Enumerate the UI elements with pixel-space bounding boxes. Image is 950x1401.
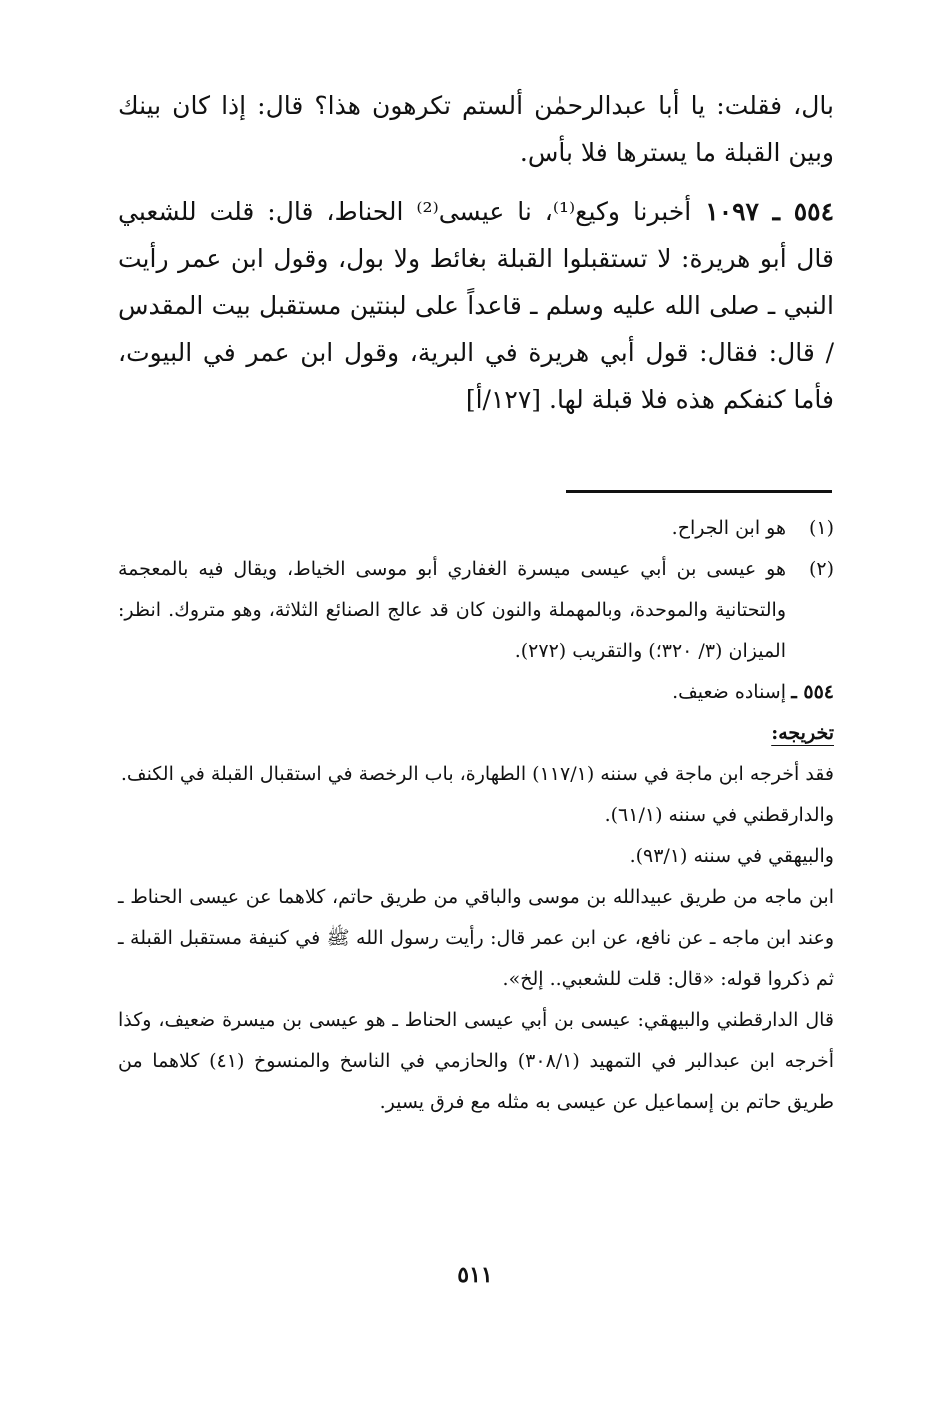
- footnote-text: هو عيسى بن أبي عيسى ميسرة الغفاري أبو موسى الخياط، ويقال فيه بالمعجمة والتحتانية والموحدة، وبالمهملة والنون كان قد عالج الصنائع الثلاثة، وهو متروك. انظر: الميزان (٣/ ٣٢٠؛) والتقريب (٢٧٢).: [118, 558, 786, 662]
- paragraph-continuation: بال، فقلت: يا أبا عبدالرحمٰن ألستم تكرهون هذا؟ قال: إذا كان بينك وبين القبلة ما يسترها فلا بأس.: [118, 91, 834, 167]
- takhrij-paragraph: قال الدارقطني والبيهقي: عيسى بن أبي عيسى الحناط ـ هو عيسى بن ميسرة ضعيف، وكذا أخرجه ابن عبدالبر في التمهيد (٣٠٨/١) والحازمي في الناسخ والمنسوخ (٤١) كلاهما من طريق حاتم بن إسماعيل عن عيسى به مثله مع فرق يسير.: [118, 1009, 835, 1113]
- hadith-text: أخبرنا وكيع⁽¹⁾، نا عيسى⁽²⁾ الحناط، قال: قلت للشعبي قال أبو هريرة: لا تستقبلوا القبلة بغائط ولا بول، وقول ابن عمر رأيت النبي ـ صلى الله عليه وسلم ـ قاعداً على لبنتين مستقبل بيت المقدس / قال: فقال: قول أبي هريرة في البرية، وقول ابن عمر في البيوت، فأما كنفكم هذه فلا قبلة لها.: [118, 197, 834, 414]
- main-text: [118, 82, 834, 423]
- footnote-separator: [566, 490, 832, 493]
- takhrij-paragraph: والبيهقي في سننه (٩٣/١).: [629, 845, 834, 867]
- footnotes-section: [118, 508, 834, 1123]
- footnote-1: [118, 508, 834, 549]
- isnad-note: [118, 672, 834, 713]
- page-number: ٥١١: [457, 1262, 493, 1288]
- hadith-number: ٥٥٤ ـ ١٠٩٧: [705, 197, 835, 226]
- isnad-text: إسناده ضعيف.: [672, 681, 786, 703]
- takhrij-paragraph: فقد أخرجه ابن ماجة في سننه (١١٧/١) الطهارة، باب الرخصة في استقبال القبلة في الكنف.: [120, 763, 834, 785]
- takhrij-heading-line: [118, 713, 834, 754]
- takhrij-heading: تخريجه:: [771, 722, 834, 744]
- takhrij-paragraph: والدارقطني في سننه (٦١/١).: [604, 804, 834, 826]
- footnote-text: هو ابن الجراح.: [671, 517, 786, 539]
- footnote-mark: (١): [808, 517, 834, 539]
- takhrij-paragraph: ابن ماجه من طريق عبيدالله بن موسى والباقي من طريق حاتم، كلاهما عن عيسى الحناط ـ وعند ابن ماجه ـ عن نافع، عن ابن عمر قال: رأيت رسول الله ﷺ في كنيفة مستقبل القبلة ـ ثم ذكروا قوله: «قال: قلت للشعبي.. إلخ».: [118, 886, 834, 990]
- hadith-paragraph: [118, 188, 834, 423]
- manuscript-folio-marker: [١٢٧/أ]: [465, 385, 542, 414]
- isnad-label: ٥٥٤ ـ: [791, 681, 834, 703]
- footnote-2: [118, 549, 834, 672]
- footnote-mark: (٢): [808, 558, 834, 580]
